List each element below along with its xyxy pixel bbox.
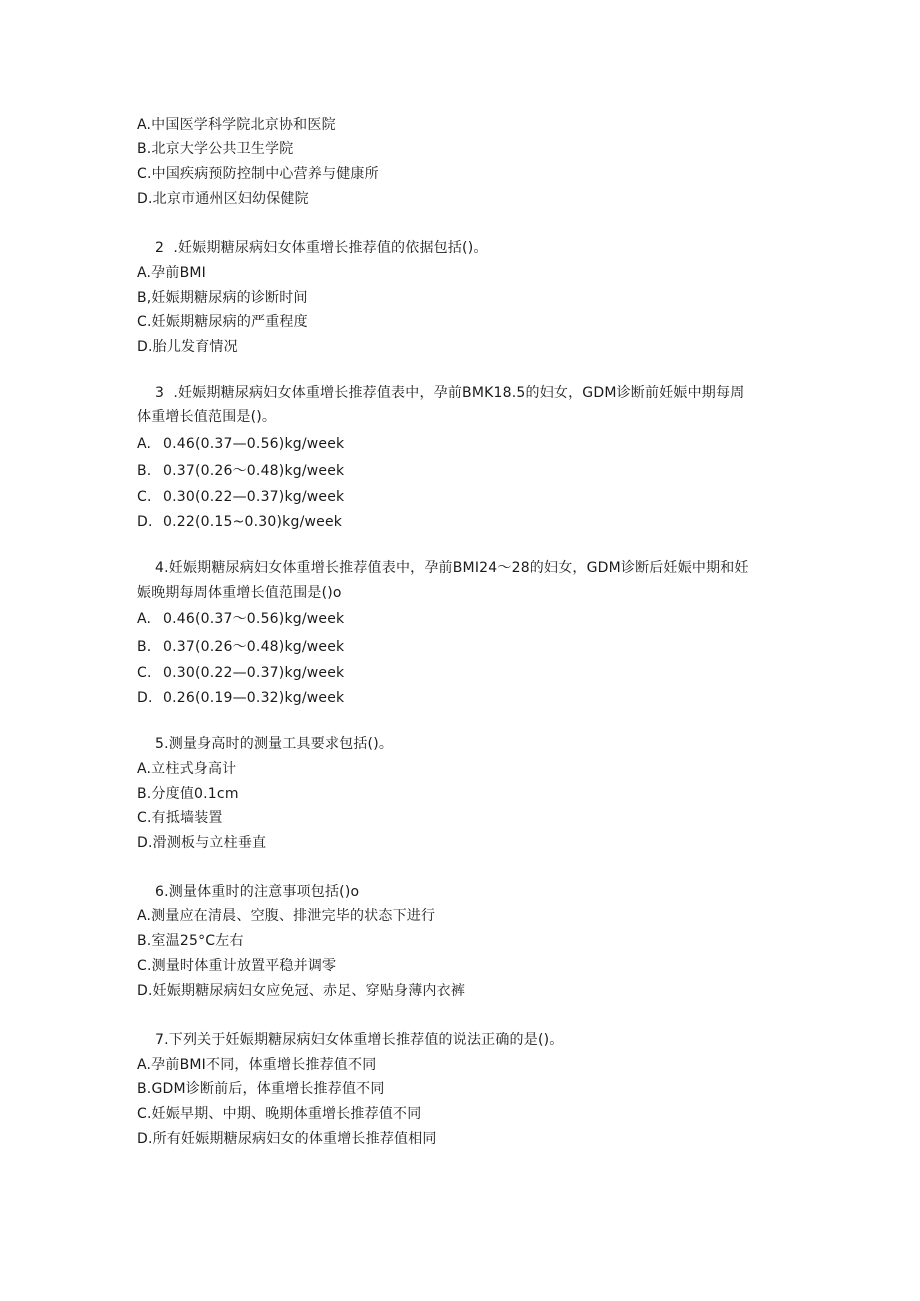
q3-option-b-label: B. [137, 463, 152, 479]
q3-option-a-text: 0.46(0.37—0.56)kg/week [163, 436, 345, 452]
q7-option-d: D.所有妊娠期糖尿病妇女的体重增长推荐值相同 [137, 1131, 437, 1147]
q5-stem: 5.测量身高时的测量工具要求包括()。 [155, 736, 394, 752]
q5-option-c: C.有抵墙装置 [137, 810, 223, 826]
q3-stem-line2: 体重增长值范围是()。 [137, 409, 277, 425]
q4-option-a [137, 610, 344, 628]
q4-option-b [137, 638, 344, 656]
q5-option-a: A.立柱式身高计 [137, 761, 237, 777]
q4-option-d-label: D. [137, 690, 153, 706]
q2-option-a: A.孕前BMI [137, 265, 206, 281]
q3-option-b-text: 0.37(0.26〜0.48)kg/week [163, 463, 345, 479]
q3-option-c [137, 488, 344, 506]
q3-option-d [137, 513, 342, 531]
q5-option-b: B.分度值0.1cm [137, 786, 239, 802]
q3-option-d-text: 0.22(0.15~0.30)kg/week [163, 514, 343, 530]
q3-option-d-label: D. [137, 514, 153, 530]
q4-option-a-label: A. [137, 611, 152, 627]
q1-option-b: B.北京大学公共卫生学院 [137, 141, 294, 157]
q4-option-b-text: 0.37(0.26〜0.48)kg/week [163, 639, 345, 655]
q2-stem: 2 .妊娠期糖尿病妇女体重增长推荐值的依据包括()。 [155, 240, 488, 256]
q6-option-d: D.妊娠期糖尿病妇女应免冠、赤足、穿贴身薄内衣裤 [137, 983, 466, 999]
q1-option-a: A.中国医学科学院北京协和医院 [137, 117, 336, 133]
q4-option-b-label: B. [137, 639, 152, 655]
q7-option-c: C.妊娠早期、中期、晚期体重增长推荐值不同 [137, 1106, 422, 1122]
q4-option-d-text: 0.26(0.19—0.32)kg/week [163, 690, 345, 706]
q3-option-b [137, 462, 344, 480]
q6-option-a: A.测量应在清晨、空腹、排泄完毕的状态下进行 [137, 908, 436, 924]
q4-option-d [137, 689, 344, 707]
q3-option-a-label: A. [137, 436, 152, 452]
q4-option-a-text: 0.46(0.37〜0.56)kg/week [163, 611, 345, 627]
q3-option-a [137, 435, 344, 453]
q6-stem: 6.测量体重时的注意事项包括()o [155, 884, 360, 900]
q2-option-b: B,妊娠期糖尿病的诊断时间 [137, 290, 308, 306]
q4-stem-line2: 娠晚期每周体重增长值范围是()o [137, 585, 342, 601]
q7-option-a: A.孕前BMI不同，体重增长推荐值不同 [137, 1057, 377, 1073]
q2-option-d: D.胎儿发育情况 [137, 339, 238, 355]
q3-option-c-text: 0.30(0.22—0.37)kg/week [163, 489, 345, 505]
q4-option-c-text: 0.30(0.22—0.37)kg/week [163, 665, 345, 681]
q7-option-b: B.GDM诊断前后，体重增长推荐值不同 [137, 1081, 385, 1097]
q3-stem-line1: 3 .妊娠期糖尿病妇女体重增长推荐值表中，孕前BMK18.5的妇女，GDM诊断前妊娠中期每周 [155, 385, 745, 401]
q5-option-d: D.滑测板与立柱垂直 [137, 835, 267, 851]
q6-option-c: C.测量时体重计放置平稳并调零 [137, 958, 337, 974]
q6-option-b: B.室温25°C左右 [137, 933, 244, 949]
q3-option-c-label: C. [137, 489, 152, 505]
q2-option-c: C.妊娠期糖尿病的严重程度 [137, 314, 308, 330]
q1-option-d: D.北京市通州区妇幼保健院 [137, 191, 309, 207]
q7-stem: 7.下列关于妊娠期糖尿病妇女体重增长推荐值的说法正确的是()。 [155, 1032, 564, 1048]
q4-option-c-label: C. [137, 665, 152, 681]
q1-option-c: C.中国疾病预防控制中心营养与健康所 [137, 166, 379, 182]
q4-stem-line1: 4.妊娠期糖尿病妇女体重增长推荐值表中，孕前BMI24〜28的妇女，GDM诊断后妊娠中期和妊 [155, 560, 749, 576]
q4-option-c [137, 664, 344, 682]
